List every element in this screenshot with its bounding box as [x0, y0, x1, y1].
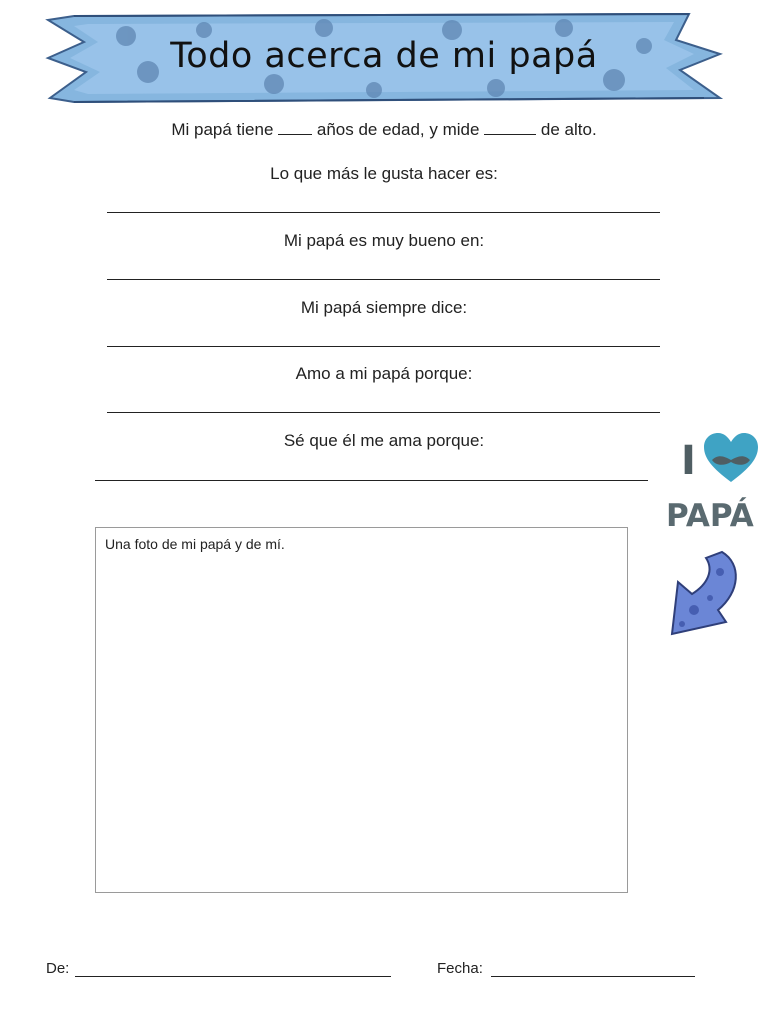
- love-because-answer-line[interactable]: [107, 412, 660, 413]
- page-title: Todo acerca de mi papá: [170, 36, 598, 76]
- title-banner: [44, 10, 724, 106]
- from-answer-line[interactable]: [75, 976, 391, 977]
- good-at-prompt: Mi papá es muy bueno en:: [283, 231, 485, 250]
- love-because-prompt: Amo a mi papá porque:: [295, 364, 473, 383]
- love-papa-word: PAPÁ: [666, 498, 754, 534]
- photo-box[interactable]: [95, 527, 628, 893]
- height-suffix: de alto.: [540, 120, 597, 139]
- love-i-letter: I: [681, 438, 696, 484]
- age-suffix: años de edad, y mide: [316, 120, 480, 139]
- photo-box-label: Una foto de mi papá y de mí.: [105, 536, 285, 552]
- loves-me-answer-line[interactable]: [95, 480, 648, 481]
- always-says-answer-line[interactable]: [107, 346, 660, 347]
- date-answer-line[interactable]: [491, 976, 695, 977]
- always-says-prompt: Mi papá siempre dice:: [300, 298, 468, 317]
- height-blank[interactable]: [484, 120, 536, 135]
- likes-answer-line[interactable]: [107, 212, 660, 213]
- from-label: De:: [46, 960, 70, 977]
- arrow-down-left-icon: [664, 548, 744, 640]
- good-at-answer-line[interactable]: [107, 279, 660, 280]
- heart-mustache-icon: [702, 432, 760, 484]
- age-height-line: [0, 120, 768, 140]
- loves-me-prompt: Sé que él me ama porque:: [283, 431, 485, 450]
- age-prefix: Mi papá tiene: [171, 120, 274, 139]
- date-label: Fecha:: [437, 960, 483, 977]
- age-blank[interactable]: [278, 120, 312, 135]
- likes-prompt: Lo que más le gusta hacer es:: [270, 164, 498, 183]
